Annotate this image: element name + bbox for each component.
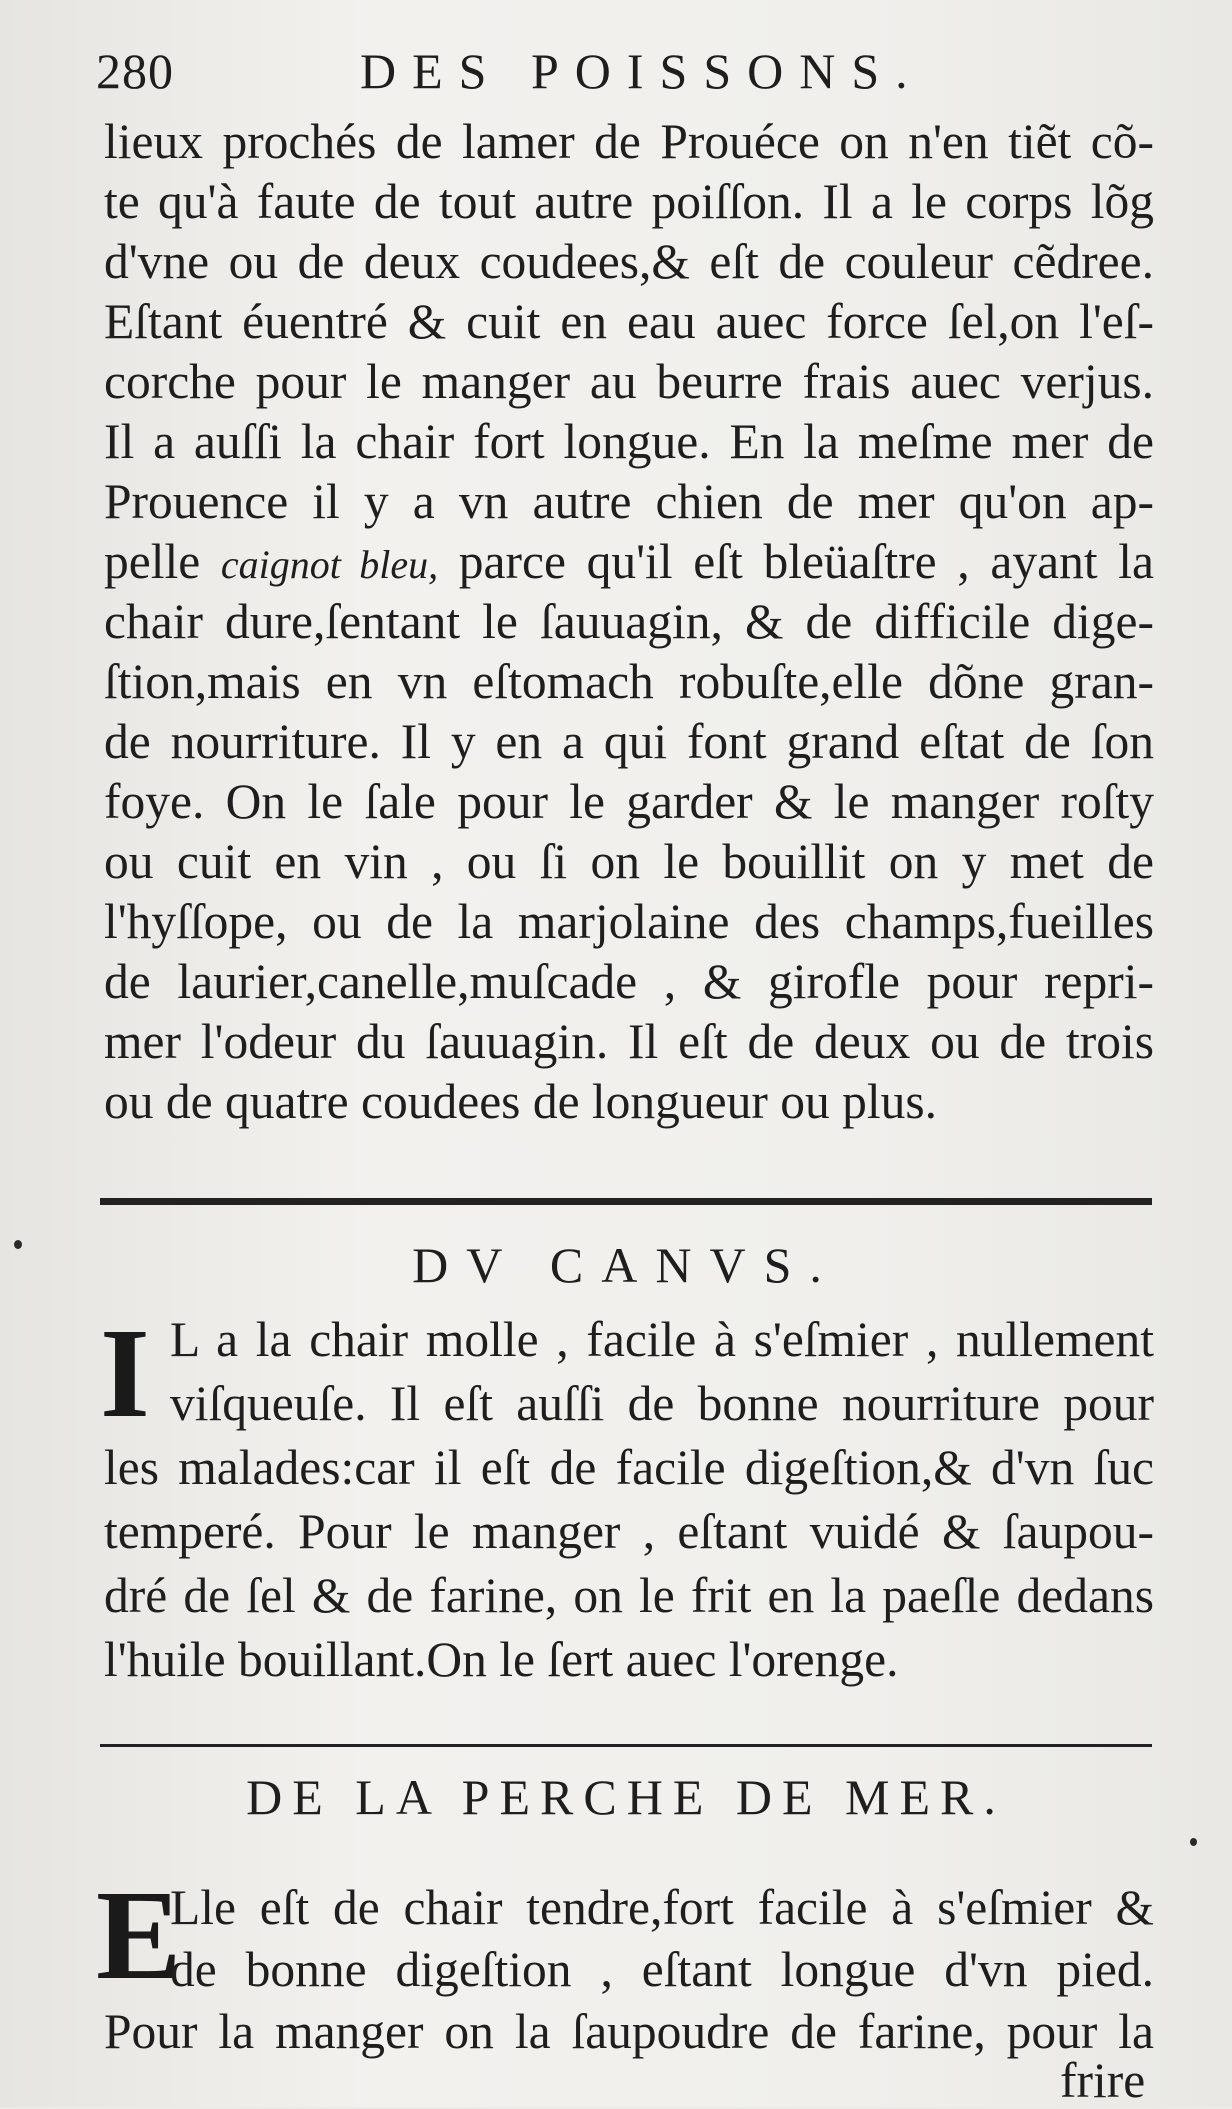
text-line-with-term [104, 532, 1154, 595]
section-title-perche: DE LA PERCHE DE MER. [246, 1769, 1006, 1825]
running-title: DES POISSONS. [360, 43, 924, 99]
page-number: 280 [96, 43, 174, 99]
ink-spot [14, 1240, 22, 1249]
text-line: d'vne ou de deux coudees,& eſt de couleur cẽdree. [104, 234, 1154, 289]
text-line: l'hyſſope, ou de la marjolaine des champs,fueilles [104, 894, 1154, 949]
text-line: L a la chair molle , facile à s'eſmier , nullement [170, 1312, 1154, 1367]
section-divider [100, 1198, 1152, 1205]
text-line: dré de ſel & de farine, on le frit en la paeſle dedans [104, 1568, 1154, 1623]
drop-cap-e: E [96, 1864, 182, 2006]
text-line: lieux prochés de lamer de Prouéce on n'en tiẽt cõ- [104, 114, 1154, 169]
italic-term: caignot bleu, [220, 542, 439, 587]
text-line: mer l'odeur du ſauuagin. Il eſt de deux ou de trois [104, 1014, 1154, 1069]
page-header [96, 38, 1156, 108]
text-line: Il a auſſi la chair fort longue. En la meſme mer de [104, 414, 1154, 469]
line-suffix: parce qu'il eſt bleüaſtre , ayant la [438, 534, 1154, 589]
text-line: de laurier,canelle,muſcade , & girofle pour repri- [104, 954, 1154, 1009]
text-line: Prouence il y a vn autre chien de mer qu'on ap- [104, 474, 1154, 529]
line-prefix: pelle [104, 534, 221, 589]
text-line: de nourriture. Il y en a qui font grand eſtat de ſon [104, 714, 1154, 769]
text-line: te qu'à faute de tout autre poiſſon. Il a le corps lõg [104, 174, 1154, 229]
text-line: Lle eſt de chair tendre,fort facile à s'eſmier & [170, 1880, 1154, 1935]
text-line: chair dure,ſentant le ſauuagin, & de difficile dige- [104, 594, 1154, 649]
drop-cap-i: I [100, 1302, 150, 1444]
text-line: les malades:car il eſt de facile digeſtion,& d'vn ſuc [104, 1440, 1154, 1495]
text-line: de bonne digeſtion , eſtant longue d'vn pied. [170, 1942, 1154, 1997]
text-line: viſqueuſe. Il eſt auſſi de bonne nourriture pour [170, 1376, 1154, 1431]
section-divider [100, 1744, 1152, 1747]
text-line: ou de quatre coudees de longueur ou plus. [104, 1074, 938, 1129]
text-line: foye. On le ſale pour le garder & le manger roſty [104, 774, 1154, 829]
section-title-canus: DV CANVS. [412, 1237, 840, 1293]
text-line: temperé. Pour le manger , eſtant vuidé & ſaupou- [104, 1504, 1154, 1559]
catchword: frire [1060, 2053, 1146, 2108]
text-line: Pour la manger on la ſaupoudre de farine, pour la [104, 2004, 1154, 2059]
text-line: ſtion,mais en vn eſtomach robuſte,elle dõne gran- [104, 654, 1154, 709]
ink-spot [1190, 1838, 1197, 1846]
text-line: ou cuit en vin , ou ſi on le bouillit on y met de [104, 834, 1154, 889]
text-line: Eſtant éuentré & cuit en eau auec force ſel,on l'eſ- [104, 294, 1154, 349]
text-line: l'huile bouillant.On le ſert auec l'orenge. [104, 1632, 899, 1687]
text-line: corche pour le manger au beurre frais auec verjus. [104, 354, 1154, 409]
